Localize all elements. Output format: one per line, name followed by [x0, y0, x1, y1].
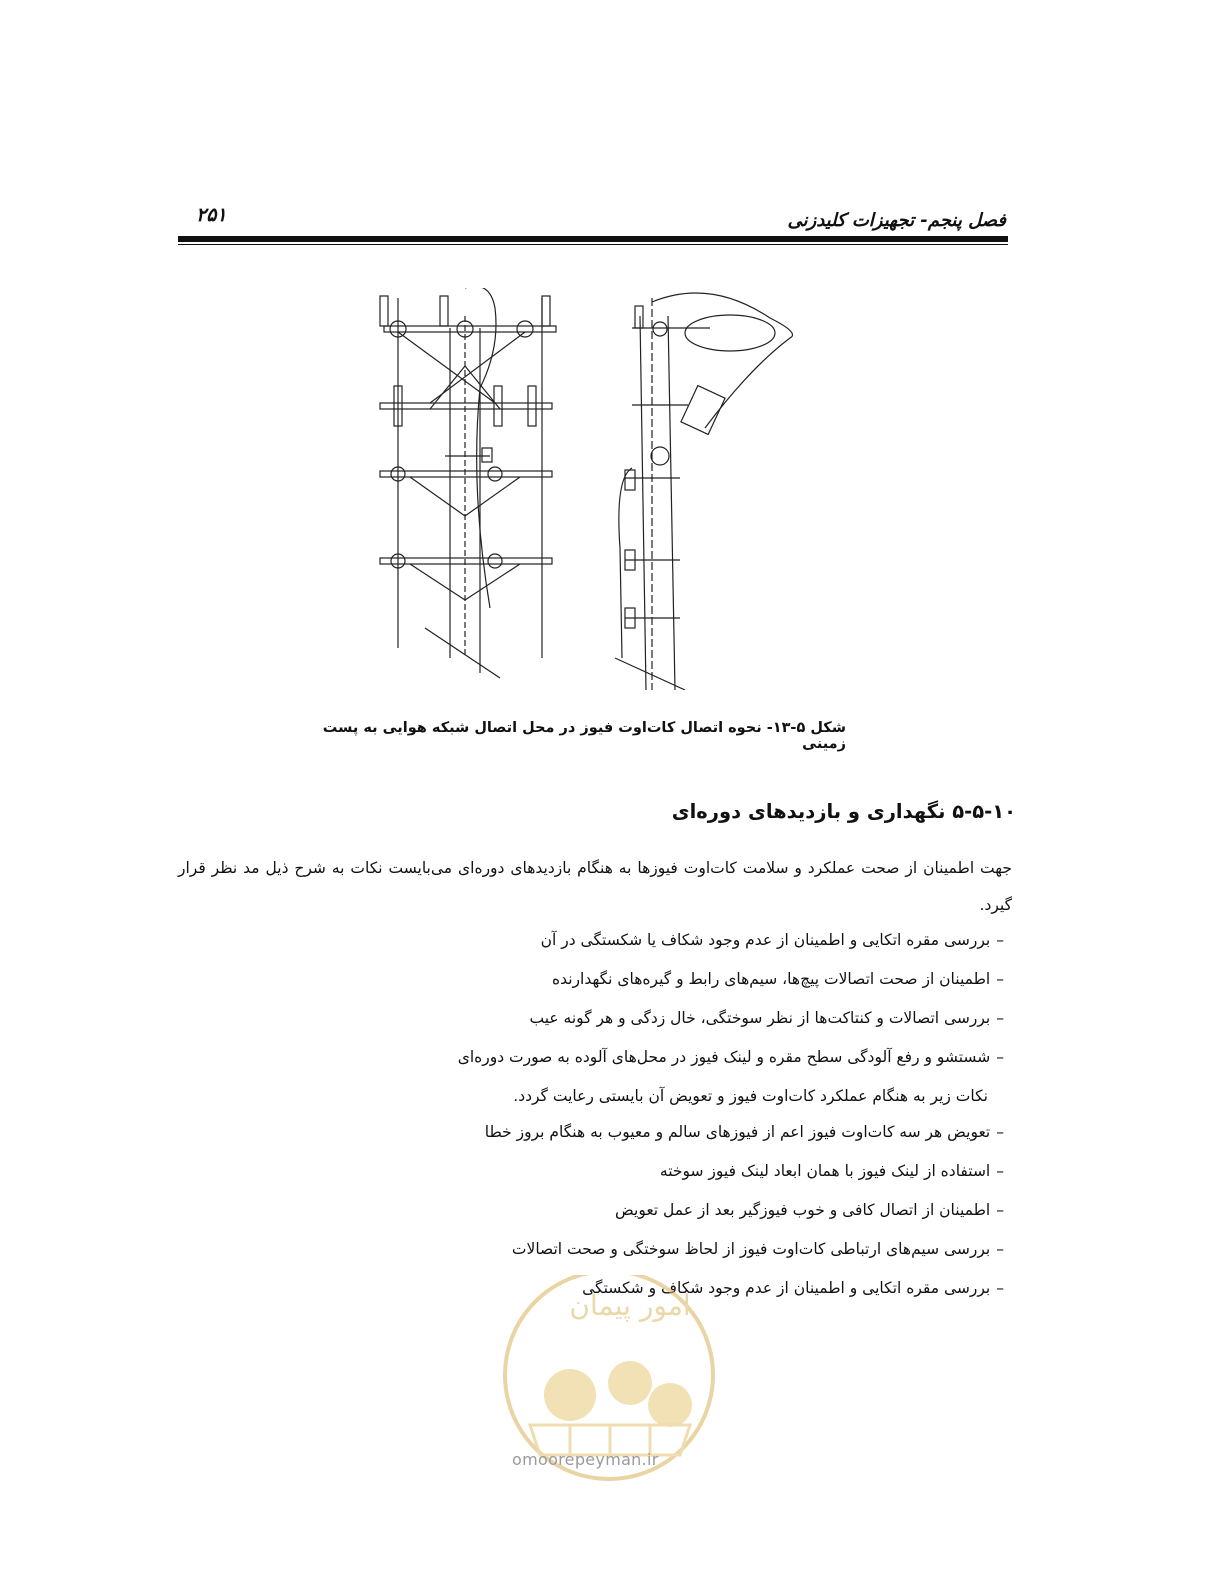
sub-paragraph: نکات زیر به هنگام عملکرد کات‌اوت فیوز و تعویض آن بایستی رعایت گردد. [513, 1087, 988, 1105]
side-view-pole [615, 293, 793, 690]
list-item: –تعویض هر سه کات‌اوت فیوز اعم از فیوزهای سالم و معیوب به هنگام بروز خطا [484, 1123, 1004, 1141]
list-item: –اطمینان از اتصال کافی و خوب فیوزگیر بعد از عمل تعویض [615, 1201, 1004, 1219]
section-heading: ۵-۵-۱۰ نگهداری و بازدیدهای دوره‌ای [671, 800, 1016, 823]
list-item: –استفاده از لینک فیوز با همان ابعاد لینک فیوز سوخته [659, 1162, 1004, 1180]
chapter-title: فصل پنجم- تجهیزات کلیدزنی [787, 210, 1006, 231]
list-item: –شستشو و رفع آلودگی سطح مقره و لینک فیوز در محل‌های آلوده به صورت دوره‌ای [457, 1048, 1004, 1066]
bullet-list [384, 926, 1004, 1313]
list-item: –اطمینان از صحت اتصالات پیچ‌ها، سیم‌های رابط و گیره‌های نگهدارنده [551, 970, 1004, 988]
header-rule [178, 236, 1008, 242]
list-item: –بررسی سیم‌های ارتباطی کات‌اوت فیوز از لحاظ سوختگی و صحت اتصالات [511, 1240, 1004, 1258]
header-rule-thin [178, 244, 1008, 245]
watermark-url: omoorepeyman.ir [512, 1450, 659, 1469]
page-number: ۲۵۱ [196, 204, 227, 226]
list-item: –بررسی مقره اتکایی و اطمینان از عدم وجود شکاف و شکستگی [582, 1279, 1004, 1297]
list-item: –بررسی اتصالات و کنتاکت‌ها از نظر سوختگی، خال زدگی و هر گونه عیب [529, 1009, 1004, 1027]
intro-paragraph: جهت اطمینان از صحت عملکرد و سلامت کات‌اوت فیوزها به هنگام بازدیدهای دوره‌ای می‌بایست نکات به شرح ذیل مد نظر قرار گیرد. [178, 859, 1012, 914]
figure-caption: شکل ۵-۱۳- نحوه اتصال کات‌اوت فیوز در محل اتصال شبکه هوایی به پست زمینی [322, 720, 846, 752]
technical-drawing [370, 288, 820, 690]
front-view-pole [380, 288, 556, 678]
list-item: –بررسی مقره اتکایی و اطمینان از عدم وجود شکاف یا شکستگی در آن [540, 931, 1004, 949]
svg-text:امور پیمان: امور پیمان [569, 1289, 691, 1322]
